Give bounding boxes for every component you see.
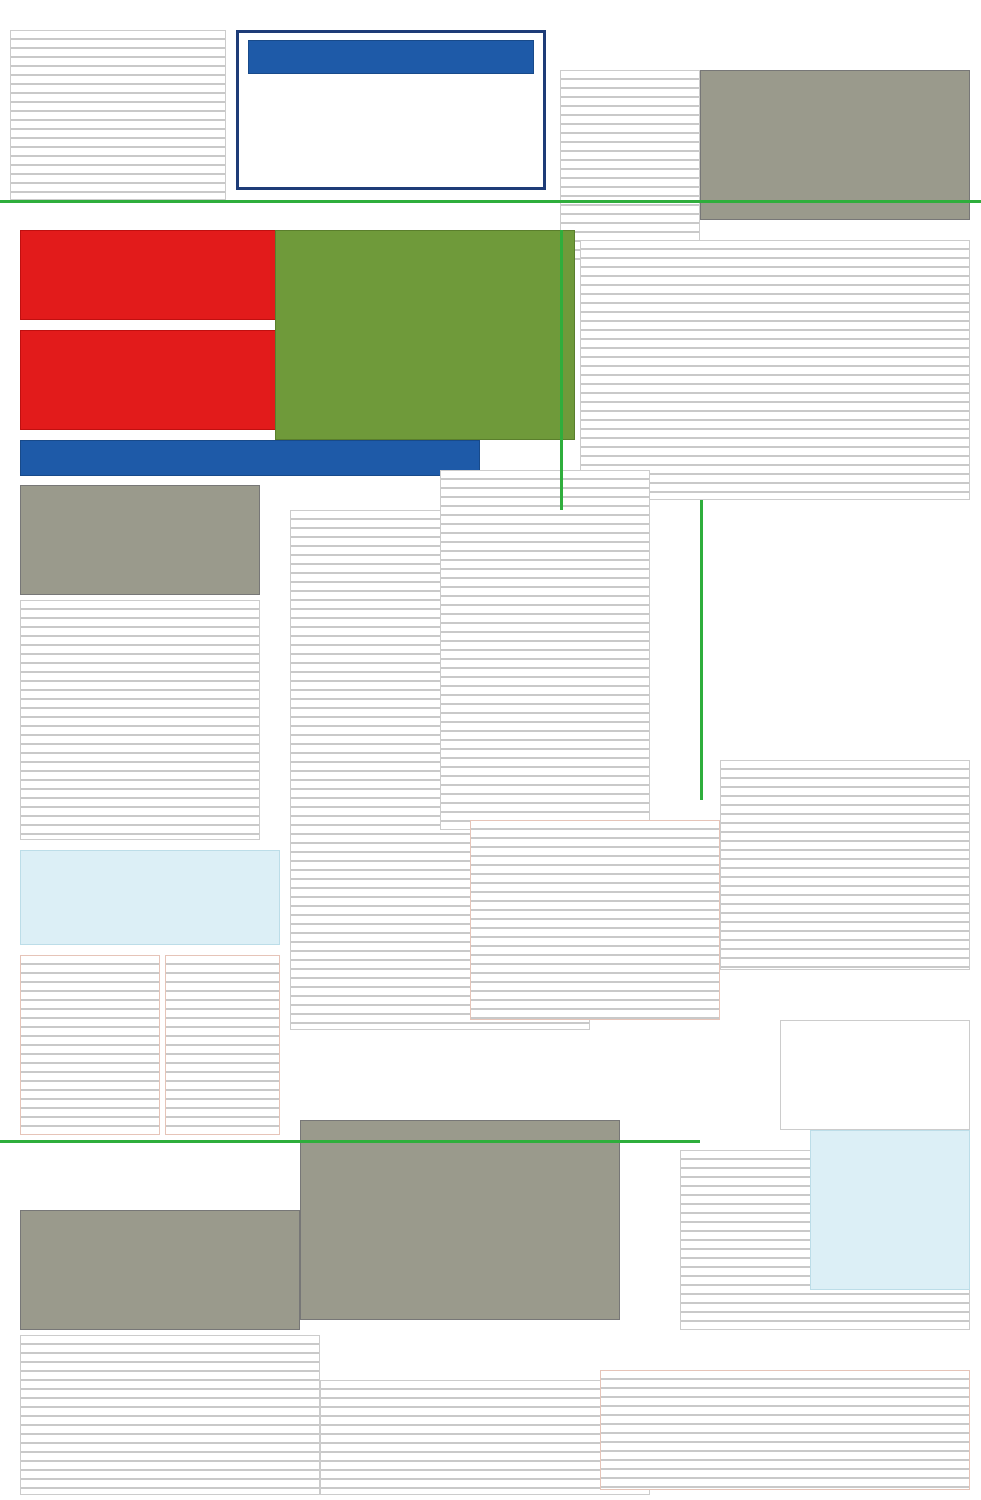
- list-block: [810, 1130, 970, 1290]
- table-block: [20, 850, 280, 945]
- article-block: [470, 820, 720, 1020]
- article-block: [580, 240, 970, 500]
- article-block: [600, 1370, 970, 1490]
- article-block: [20, 600, 260, 840]
- article-block: [20, 1335, 320, 1495]
- article-block: [720, 760, 970, 970]
- photo: [20, 1210, 300, 1330]
- article-block: [165, 955, 280, 1135]
- article-block: [10, 30, 226, 200]
- photo-field: [275, 230, 575, 440]
- photo: [20, 485, 260, 595]
- masthead-band: [248, 40, 534, 74]
- article-block: [560, 70, 700, 260]
- divider: [700, 500, 703, 800]
- divider: [0, 200, 981, 203]
- divider: [560, 230, 563, 510]
- article-block: [20, 955, 160, 1135]
- article-block: [440, 470, 650, 830]
- photo: [300, 1120, 620, 1320]
- illustration: [780, 1020, 970, 1130]
- divider: [0, 1140, 700, 1143]
- photo: [700, 70, 970, 220]
- subhead-band: [20, 440, 480, 476]
